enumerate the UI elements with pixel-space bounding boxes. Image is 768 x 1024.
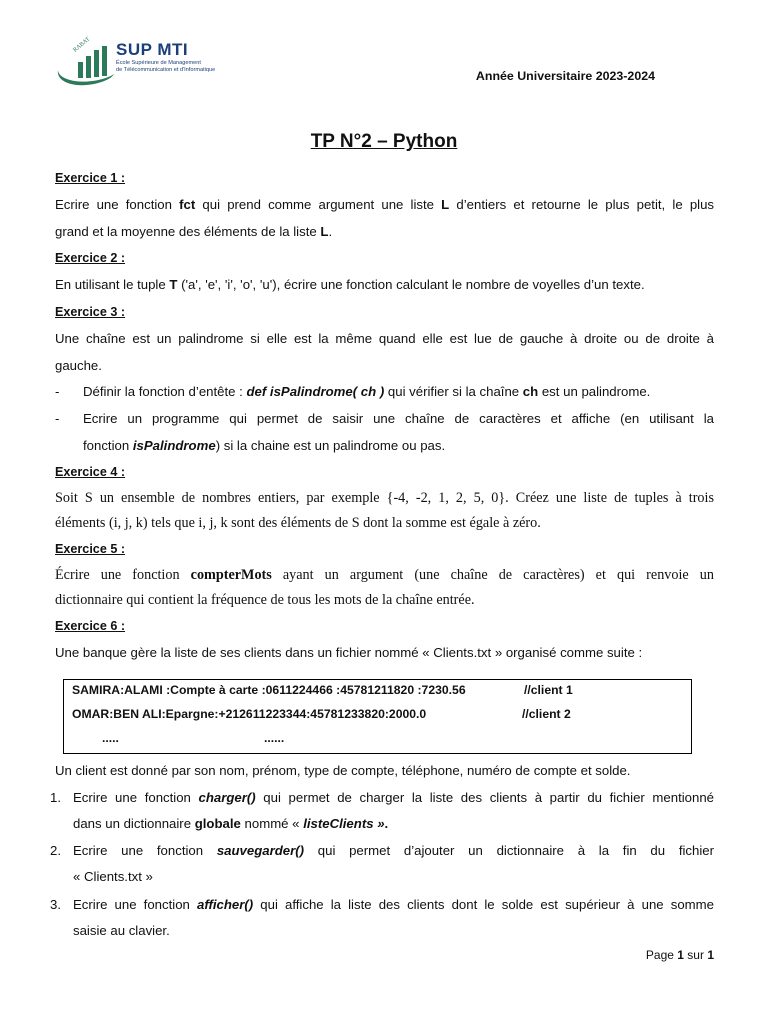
exercise-3-heading: Exercice 3 :	[55, 305, 126, 319]
exercise-2-line-1: En utilisant le tuple T ('a', 'e', 'i', 'o', 'u'), écrire une fonction calculant le nombre de voyelles d’un texte.	[55, 277, 645, 292]
exercise-6-intro: Une banque gère la liste de ses clients dans un fichier nommé « Clients.txt » organisé comme suite :	[55, 645, 643, 660]
page-title: TP N°2 – Python	[310, 131, 458, 152]
question-number: 1.	[50, 790, 61, 805]
file-row-1: SAMIRA:ALAMI :Compte à carte :0611224466 :45781211820 :7230.56	[72, 683, 466, 697]
page-number: Page 1 sur 1	[645, 948, 714, 962]
logo-city: RABAT	[72, 36, 92, 54]
exercise-4-line-2: éléments (i, j, k) tels que i, j, k sont des éléments de S dont la somme est égale à zéro.	[55, 515, 541, 531]
exercise-4-heading: Exercice 4 :	[55, 465, 126, 479]
academic-year: Année Universitaire 2023-2024	[475, 69, 655, 83]
exercise-1-line-1: Ecrire une fonction fct qui prend comme argument une liste L d’entiers et retourne le plus petit, le plus	[55, 197, 715, 212]
logo-text: SUP MTI	[116, 40, 189, 59]
clients-file-example	[63, 679, 692, 754]
bullet-dash: -	[55, 384, 60, 399]
exercise-4-line-1: Soit S un ensemble de nombres entiers, par exemple {-4, -2, 1, 2, 5, 0}. Créez une liste de tuples à trois	[55, 490, 714, 506]
file-row-2-comment: //client 2	[522, 707, 571, 721]
exercise-6-description: Un client est donné par son nom, prénom, type de compte, téléphone, numéro de compte et solde.	[55, 763, 631, 778]
question-2-line-2: « Clients.txt »	[73, 869, 153, 884]
file-ellipsis-1: .....	[102, 731, 119, 745]
bullet-dash: -	[55, 411, 60, 426]
exercise-6-heading: Exercice 6 :	[55, 619, 126, 633]
school-logo	[54, 36, 224, 90]
question-number: 2.	[50, 843, 61, 858]
exercise-1-heading: Exercice 1 :	[55, 171, 126, 185]
exercise-3-bullet-2-line-1: Ecrire un programme qui permet de saisir une chaîne de caractères et affiche (en utilisant la	[83, 411, 714, 426]
exercise-5-line-1: Écrire une fonction compterMots ayant un argument (une chaîne de caractères) et qui renvoie un	[55, 567, 714, 583]
exercise-5-line-2: dictionnaire qui contient la fréquence de tous les mots de la chaîne entrée.	[55, 592, 475, 608]
question-3-line-2: saisie au clavier.	[73, 923, 170, 938]
exercise-1-line-2: grand et la moyenne des éléments de la liste L.	[55, 224, 333, 239]
file-ellipsis-2: ......	[264, 731, 285, 745]
exercise-3-bullet-2-line-2: fonction isPalindrome) si la chaine est un palindrome ou pas.	[83, 438, 446, 453]
logo-subtitle: École Supérieure de Management de Télécommunication et d'Informatique	[116, 60, 216, 73]
file-row-2: OMAR:BEN ALI:Epargne:+212611223344:45781233820:2000.0	[72, 707, 427, 721]
question-number: 3.	[50, 897, 61, 912]
exercise-3-bullet-1: Définir la fonction d’entête : def isPalindrome( ch ) qui vérifier si la chaîne ch est un palindrome.	[83, 384, 651, 399]
logo-emblem-icon	[54, 40, 116, 90]
exercise-3-line-1: Une chaîne est un palindrome si elle est la même quand elle est lue de gauche à droite ou de droite à	[55, 331, 714, 346]
file-row-1-comment: //client 1	[524, 683, 573, 697]
exercise-2-heading: Exercice 2 :	[55, 251, 126, 265]
question-3-line-1: Ecrire une fonction afficher() qui affiche la liste des clients dont le solde est supérieur à une somme	[73, 897, 714, 912]
exercise-3-line-2: gauche.	[55, 358, 102, 373]
exercise-5-heading: Exercice 5 :	[55, 542, 126, 556]
question-2-line-1: Ecrire une fonction sauvegarder() qui permet d’ajouter un dictionnaire à la fin du fichier	[73, 843, 715, 858]
question-1-line-2: dans un dictionnaire globale nommé « listeClients ».	[73, 816, 389, 831]
question-1-line-1: Ecrire une fonction charger() qui permet de charger la liste des clients à partir du fichier mentionné	[73, 790, 715, 805]
